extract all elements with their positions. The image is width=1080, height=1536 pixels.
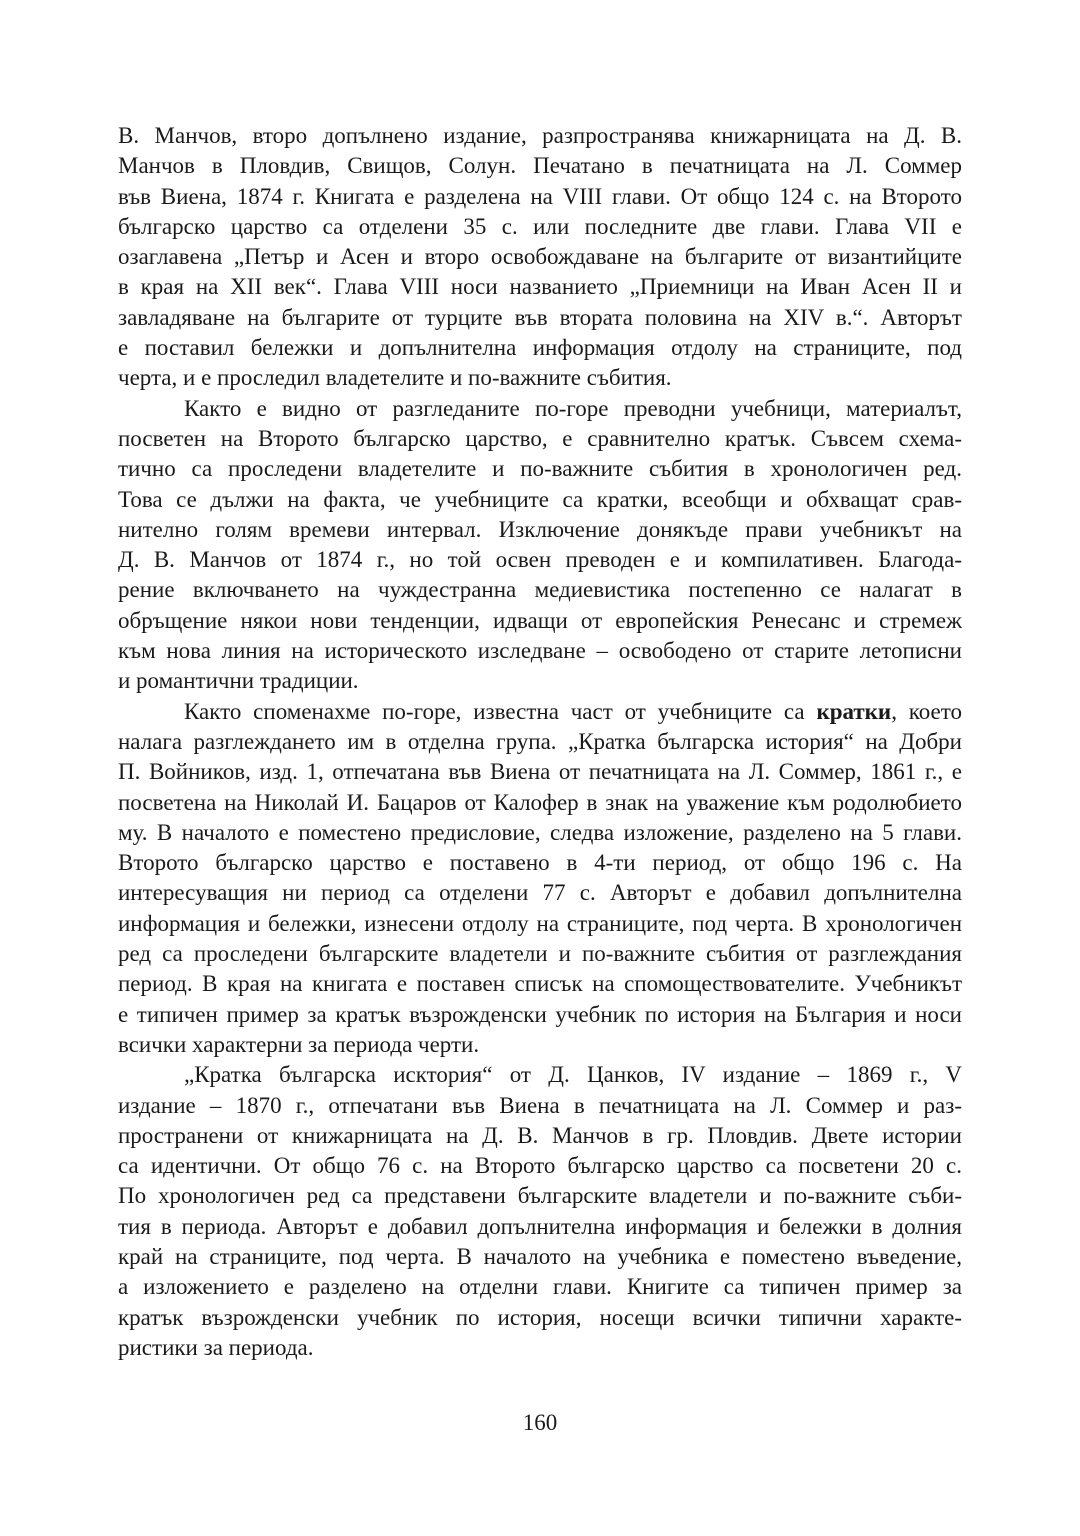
text-line: П. Войников, изд. 1, отпечатана във Виена от печатницата на Л. Соммер, 1861 г., е <box>118 759 962 785</box>
text-line: ристики за периода. <box>118 1334 314 1360</box>
text-line: пространени от книжарницата на Д. В. Манчов в гр. Пловдив. Двете истории <box>118 1122 962 1148</box>
text-line: Това се дължи на факта, че учебниците са кратки, всеобщи и обхващат срав- <box>118 486 962 512</box>
text-line: период. В края на книгата е поставен списък на спомоществователите. Учебникът <box>118 971 962 997</box>
text-line: българско царство са отделени 35 с. или последните две глави. Глава VII е <box>118 213 962 239</box>
text-line: посветена на Николай И. Бацаров от Калофер в знак на уважение към родолюбието <box>118 789 962 815</box>
text-line: нително голям времеви интервал. Изключение донякъде прави учебникът на <box>118 516 962 542</box>
text-line: По хронологичен ред са представени българските владетели и по-важните съби- <box>118 1183 962 1209</box>
text-line: издание – 1870 г., отпечатани във Виена в печатницата на Л. Соммер и раз- <box>118 1092 962 1118</box>
text-line: са идентични. От общо 76 с. на Второто българско царство са посветени 20 с. <box>118 1153 962 1179</box>
text-line: тично са проследени владетелите и по-важните събития в хронологичен ред. <box>118 456 962 482</box>
text-fragment: Както споменахме по-горе, известна част от учебниците са <box>184 698 817 724</box>
text-line: интересуващия ни период са отделени 77 с. Авторът е добавил допълнителна <box>118 880 962 906</box>
text-line: тия в периода. Авторът е добавил допълнителна информация и бележки в долния <box>118 1213 962 1239</box>
text-fragment: , което <box>891 698 962 724</box>
text-line: завладяване на българите от турците във втората половина на XIV в.“. Авторът <box>118 304 962 330</box>
text-line: а изложението е разделено на отделни глави. Книгите са типичен пример за <box>118 1274 962 1300</box>
text-line: рение включването на чуждестранна медиевистика постепенно се налагат в <box>118 577 962 603</box>
text-line: озаглавена „Петър и Асен и второ освобождаване на българите от византийците <box>118 244 962 270</box>
text-line: ред са проследени българските владетели и по-важните събития от разглеждания <box>118 941 962 967</box>
text-line: Д. В. Манчов от 1874 г., но той освен преводен е и компилативен. Благода- <box>118 547 962 573</box>
text-line: В. Манчов, второ допълнено издание, разпространява книжарницата на Д. В. <box>118 123 962 148</box>
text-line: Както е видно от разгледаните по-горе преводни учебници, материалът, <box>184 395 962 421</box>
text-line: Манчов в Пловдив, Свищов, Солун. Печатано в печатницата на Л. Соммер <box>118 153 962 179</box>
text-line: към нова линия на историческото изследване – освободено от старите летописни <box>118 638 962 664</box>
text-line: кратък възрожденски учебник по история, носещи всички типични характе- <box>118 1304 962 1330</box>
text-line: и романтични традиции. <box>118 668 359 694</box>
page-number: 160 <box>522 1410 558 1435</box>
text-line: във Виена, 1874 г. Книгата е разделена на VIII глави. От общо 124 с. на Второто <box>118 183 962 209</box>
text-line: налага разглеждането им в отделна група. „Кратка българска история“ на Добри <box>118 728 962 754</box>
text-line: е поставил бележки и допълнителна информация отдолу на страниците, под <box>118 335 962 361</box>
text-line: Второто българско царство е поставено в 4-ти период, от общо 196 с. На <box>118 850 962 876</box>
paragraph-3 <box>118 697 962 1061</box>
text-line: всички характерни за периода черти. <box>118 1031 480 1057</box>
paragraph-1 <box>118 121 962 394</box>
emphasis-text: кратки <box>816 698 892 724</box>
text-line: край на страниците, под черта. В началото на учебника е поместено въведение, <box>118 1243 962 1269</box>
text-line: в края на XII век“. Глава VIII носи названието „Приемници на Иван Асен II и <box>118 274 962 300</box>
text-line: „Кратка българска исктория“ от Д. Цанков, IV издание – 1869 г., V <box>184 1062 962 1088</box>
body-text <box>118 121 962 1363</box>
paragraph-2 <box>118 394 962 697</box>
text-line: посветен на Второто българско царство, е сравнително кратък. Съвсем схема- <box>118 425 962 451</box>
text-line <box>118 697 962 727</box>
text-line: му. В началото е поместено предисловие, следва изложение, разделено на 5 глави. <box>118 819 962 845</box>
text-line: черта, и е проследил владетелите и по-важните събития. <box>118 365 672 391</box>
text-line: обръщение някои нови тенденции, идващи от европейския Ренесанс и стремеж <box>118 607 962 633</box>
text-line: е типичен пример за кратък възрожденски учебник по история на България и носи <box>118 1001 962 1027</box>
text-line: информация и бележки, изнесени отдолу на страниците, под черта. В хронологичен <box>118 910 962 936</box>
paragraph-4 <box>118 1060 962 1363</box>
